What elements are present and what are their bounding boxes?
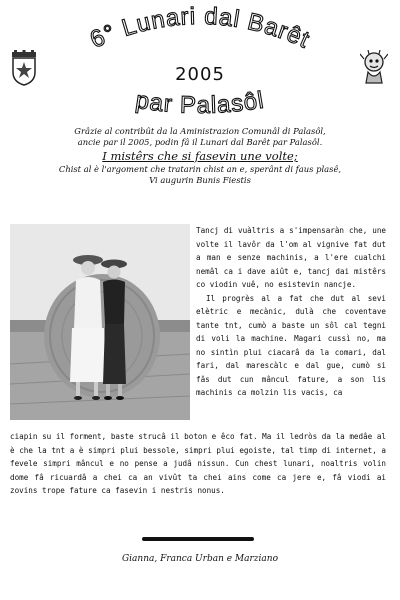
intro-line-2: ancie par il 2005, podin fâ il Lunari dal Barêt par Palasôl. <box>77 137 323 147</box>
svg-text:6° Lunari dal Barêt <box>86 3 314 54</box>
intro-block <box>30 126 370 186</box>
intro-heading: I mistêrs che si fasevin une volte; <box>102 149 298 163</box>
intro-line-1: Grâzie al contribût da la Aministrazion Comunâl di Palasôl, <box>74 126 326 136</box>
divider <box>142 537 254 541</box>
article-column <box>196 224 386 400</box>
signature: Gianna, Franca Urban e Marziano <box>121 554 279 564</box>
hay-bale-photo <box>10 224 190 420</box>
intro-line-3: Chist al è l'argoment che tratarin chist an e, sperânt di faus plasê, <box>58 164 342 174</box>
svg-text:par Palasôl <box>134 87 266 119</box>
article-continuation <box>10 430 386 498</box>
year-label: 2005 <box>175 64 225 85</box>
title-top-text: 6° Lunari dal Barêt <box>86 2 315 54</box>
title-bottom-text: par Palasôl <box>133 86 267 120</box>
intro-line-4: Vi augurin Bunis Fiestis <box>149 175 251 185</box>
article-paragraph-3: ciapin su il forment, baste strucâ il boton e êco fat. Ma il ledròs da la medâe al è che la tnt a è simpri plui bessole, simpri plui egoiste, tal timp di internet, a fevele simpri mâncul e no pense a judâ nissun. Cun chest lunari, noaltris volin dome fâ ricuardâ a chei ca an vivût ta chei ains come ca jere e, fâ viodi ai zovins trope fature ca fasevin i nestris nonus. <box>10 432 386 495</box>
article-paragraph-1: Tancj di vuàltris a s'impensaràn che, une volte il lavôr da l'om al vignive fat dut a man e senze machinis, a l'ere cualchi nemâl ca i dave aiût e, tancj dai mistêrs co viodin vuê, no esistevin nancje. <box>196 226 386 289</box>
article-paragraph-2: Il progrès al a fat che dut al sevi elètric e mecànic, dulà che coventave tante tnt, cumò a baste un sôl cal tegni di voli la machine. Magari cussì no, ma no sintìn plui ciacarâ da la comari, dal fari, dal marescàlc e dal gue, cumò si fâs dut cun mâncul fature, a son lis machinis ca molzin lis vacis, ca <box>196 293 386 397</box>
